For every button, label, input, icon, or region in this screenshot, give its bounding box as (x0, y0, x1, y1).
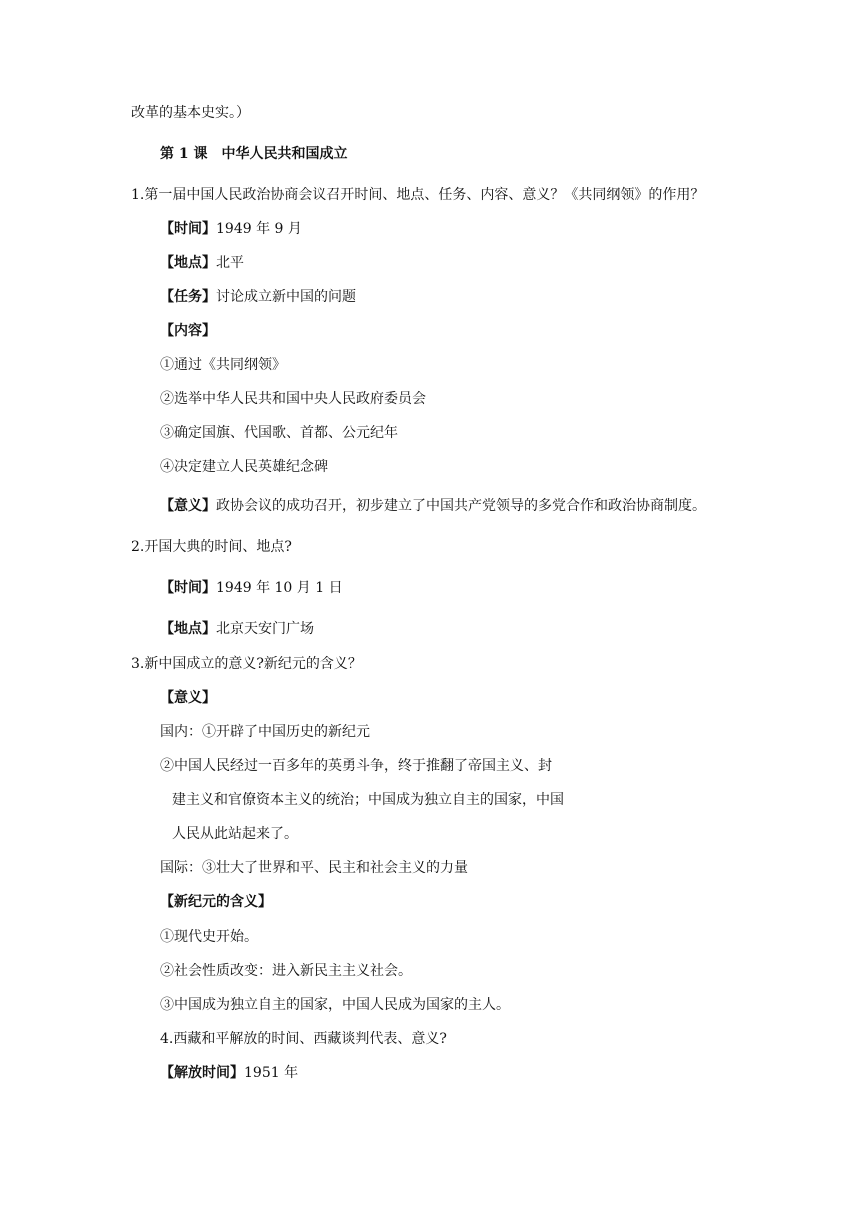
q1-task (160, 288, 356, 306)
q2-place (160, 620, 314, 638)
q4-time-label: 【解放时间】 (160, 1065, 244, 1081)
q1-task-label: 【任务】 (160, 289, 216, 305)
q1-meaning-label: 【意义】 (160, 498, 216, 514)
q2-time-value: 1949 年 10 月 1 日 (216, 580, 343, 596)
q3-domestic-line: 建主义和官僚资本主义的统治；中国成为独立自主的国家，中国 (172, 792, 564, 808)
q1-content-label: 【内容】 (160, 323, 216, 339)
question-2: 2.开国大典的时间、地点? (131, 539, 292, 555)
q3-domestic-line: 人民从此站起来了。 (172, 826, 298, 842)
q1-content-item: ④决定建立人民英雄纪念碑 (160, 459, 328, 475)
q1-place-label: 【地点】 (160, 255, 216, 271)
q3-new-era-item: ②社会性质改变：进入新民主主义社会。 (160, 963, 412, 979)
q2-place-label: 【地点】 (160, 621, 216, 637)
q3-international: 国际：③壮大了世界和平、民主和社会主义的力量 (160, 860, 468, 876)
q1-time (160, 220, 302, 238)
q1-task-value: 讨论成立新中国的问题 (216, 289, 356, 305)
q1-place-value: 北平 (216, 255, 244, 271)
intro-tail-text: 改革的基本史实。） (131, 105, 250, 121)
q1-place (160, 254, 244, 272)
q3-new-era-item: ①现代史开始。 (160, 929, 258, 945)
q3-domestic-line: 国内：①开辟了中国历史的新纪元 (160, 724, 370, 740)
q3-meaning-label: 【意义】 (160, 690, 216, 706)
q2-time (160, 579, 343, 597)
question-3: 3.新中国成立的意义?新纪元的含义？ (131, 656, 362, 672)
q1-time-label: 【时间】 (160, 221, 216, 237)
q2-time-label: 【时间】 (160, 580, 216, 596)
q1-content-item: ②选举中华人民共和国中央人民政府委员会 (160, 391, 426, 407)
q1-content-item: ①通过《共同纲领》 (160, 357, 286, 373)
question-4: 4.西藏和平解放的时间、西藏谈判代表、意义? (160, 1031, 447, 1047)
q2-place-value: 北京天安门广场 (216, 621, 314, 637)
q3-new-era-label: 【新纪元的含义】 (160, 894, 272, 910)
question-1: 1.第一届中国人民政治协商会议召开时间、地点、任务、内容、意义？《共同纲领》的作用？ (131, 187, 705, 203)
q3-new-era-item: ③中国成为独立自主的国家，中国人民成为国家的主人。 (160, 997, 510, 1013)
lesson-title: 第 1 课 中华人民共和国成立 (160, 146, 348, 162)
q4-time-value: 1951 年 (244, 1065, 299, 1081)
q1-content-item: ③确定国旗、代国歌、首都、公元纪年 (160, 425, 398, 441)
q4-time (160, 1064, 298, 1082)
q1-meaning-value: 政协会议的成功召开，初步建立了中国共产党领导的多党合作和政治协商制度。 (216, 498, 706, 514)
q1-time-value: 1949 年 9 月 (216, 221, 302, 237)
q1-meaning (160, 497, 706, 515)
q3-domestic-line: ②中国人民经过一百多年的英勇斗争，终于推翻了帝国主义、封 (160, 758, 552, 774)
